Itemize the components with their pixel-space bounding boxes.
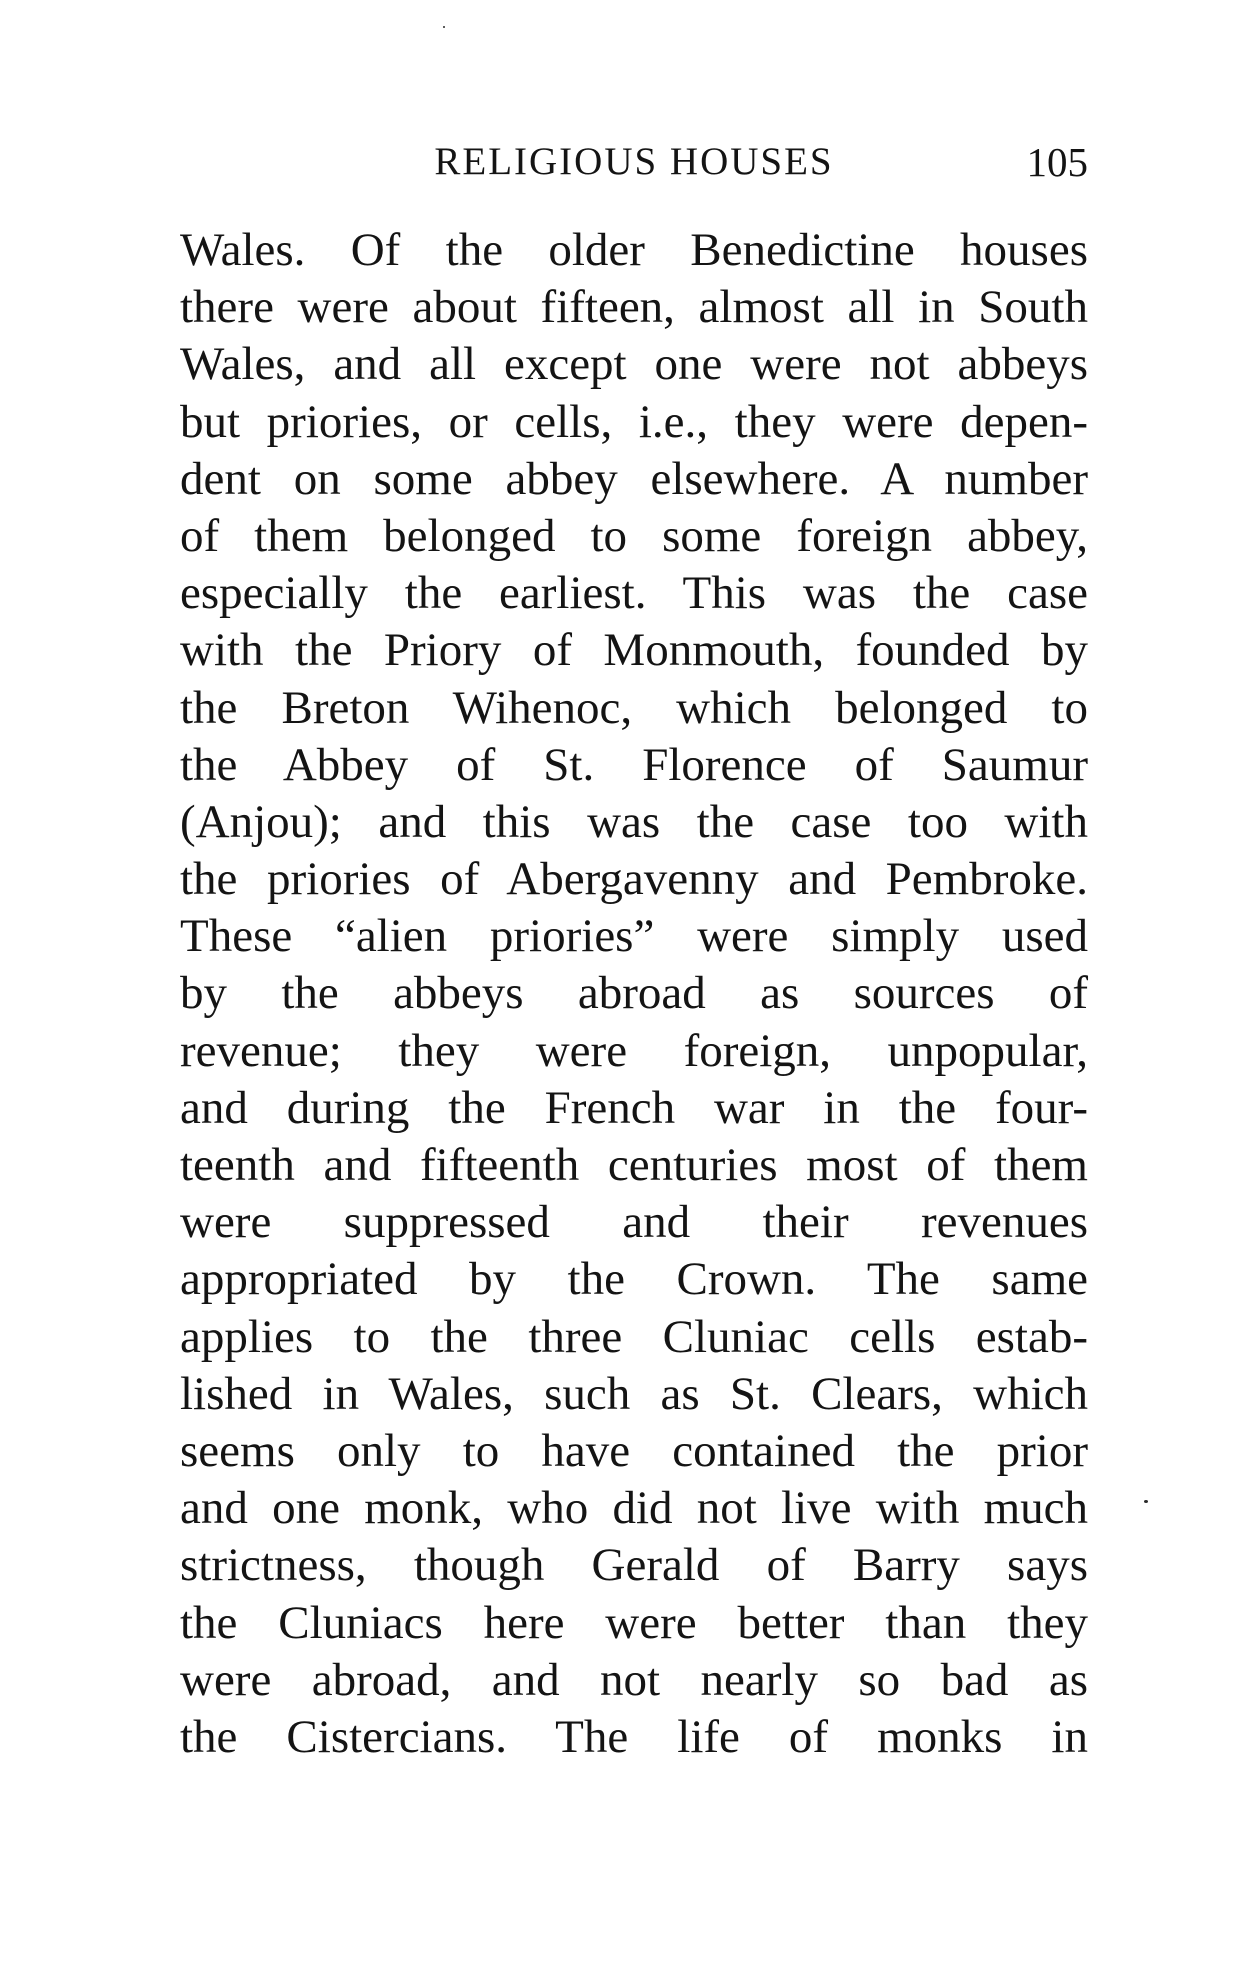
text-line: applies to the three Cluniac cells estab- xyxy=(180,1310,1088,1363)
text-line: were abroad, and not nearly so bad as xyxy=(180,1653,1088,1706)
text-line: These “alien priories” were simply used xyxy=(180,910,1088,963)
text-line: revenue; they were foreign, unpopular, xyxy=(180,1024,1088,1077)
text-line: by the abbeys abroad as sources of xyxy=(180,967,1088,1020)
page-number: 105 xyxy=(1026,139,1088,185)
text-line: the Cluniacs here were better than they xyxy=(180,1596,1088,1649)
text-line: the Cistercians. The life of monks in xyxy=(180,1710,1088,1763)
body-text xyxy=(180,222,1088,1766)
speck-mark xyxy=(1144,1500,1148,1503)
speck-mark xyxy=(443,26,445,28)
text-line: the Abbey of St. Florence of Saumur xyxy=(180,738,1088,791)
text-line: (Anjou); and this was the case too with xyxy=(180,795,1088,848)
text-line: teenth and fifteenth centuries most of them xyxy=(180,1139,1088,1191)
text-line: strictness, though Gerald of Barry says xyxy=(180,1539,1088,1592)
text-line: of them belonged to some foreign abbey, xyxy=(180,509,1088,562)
text-line: the priories of Abergavenny and Pembroke. xyxy=(180,853,1088,906)
running-head xyxy=(180,132,1088,192)
text-line: with the Priory of Monmouth, founded by xyxy=(180,624,1088,677)
text-line: dent on some abbey elsewhere. A number xyxy=(180,452,1088,505)
text-line: especially the earliest. This was the case xyxy=(180,567,1088,620)
text-line: and one monk, who did not live with much xyxy=(180,1482,1088,1535)
text-line: and during the French war in the four- xyxy=(180,1081,1088,1134)
text-line: appropriated by the Crown. The same xyxy=(180,1253,1088,1306)
text-line: Wales. Of the older Benedictine houses xyxy=(180,224,1088,276)
text-line: the Breton Wihenoc, which belonged to xyxy=(180,681,1088,734)
text-line: but priories, or cells, i.e., they were depen- xyxy=(180,395,1088,448)
text-line: lished in Wales, such as St. Clears, which xyxy=(180,1367,1088,1420)
text-line: Wales, and all except one were not abbeys xyxy=(180,338,1088,391)
text-line: there were about fifteen, almost all in South xyxy=(180,281,1088,334)
text-line: were suppressed and their revenues xyxy=(180,1196,1088,1249)
text-line: seems only to have contained the prior xyxy=(180,1424,1088,1477)
running-title: RELIGIOUS HOUSES xyxy=(434,140,834,183)
